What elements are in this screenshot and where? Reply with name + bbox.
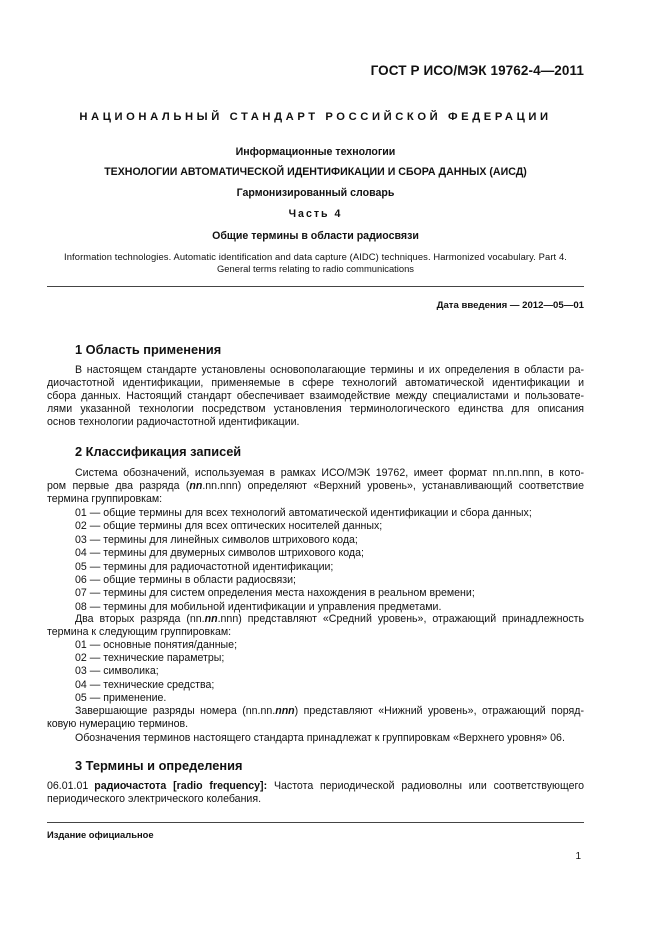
paragraph-line: лями указанной технологии посредством установления терминологического единства для описания [47, 403, 584, 415]
term-number: 06.01.01 [47, 780, 89, 792]
term-line [47, 780, 584, 793]
lower-level-intro [47, 705, 584, 731]
term-name: радиочастота [radio frequency]: [94, 780, 268, 792]
list-item: 04 — термины для двумерных символов штрихового кода; [75, 547, 364, 560]
text-fragment: Два вторых разряда (nn. [75, 613, 205, 625]
term-definition: Частота периодической радиоволны или соответствующего [273, 780, 585, 792]
paragraph-line: термина группировкам: [47, 493, 163, 505]
text-fragment: ) представляют «Нижний уровень», отражающий поряд- [294, 705, 584, 717]
list-item: 07 — термины для систем определения места нахождения в реальном времени; [75, 587, 475, 600]
list-item: 03 — символика; [75, 665, 159, 678]
list-item: 02 — общие термины для всех оптических носителей данных; [75, 520, 383, 533]
paragraph-line: сбора данных. Настоящий стандарт обеспечивает взаимодействие между специалистами и пользовате- [47, 390, 584, 402]
title-line-1: Информационные технологии [235, 146, 396, 158]
english-title-line-1: Information technologies. Automatic identification and data capture (AIDC) techniques. Harmonized vocabulary. Part 4. [64, 251, 567, 262]
title-part: Часть 4 [288, 208, 343, 220]
section-1-heading: 1 Область применения [75, 342, 222, 357]
section-2-heading: 2 Классификация записей [75, 444, 242, 459]
emphasis: nn [189, 480, 203, 492]
term-entry [47, 780, 584, 807]
footer-divider [47, 822, 584, 823]
list-item: 05 — применение. [75, 691, 167, 704]
paragraph-line: ковую нумерацию терминов. [47, 718, 189, 730]
section-1-paragraph [47, 364, 584, 429]
text-fragment: первые два разряда [72, 480, 180, 492]
section-2-intro [47, 467, 584, 506]
list-item: 01 — основные понятия/данные; [75, 639, 238, 651]
title-line-5: Общие термины в области радиосвязи [212, 230, 419, 242]
list-item: 02 — технические параметры; [75, 652, 225, 665]
title-line-3: Гармонизированный словарь [236, 187, 395, 199]
closing-paragraph: Обозначения терминов настоящего стандарта принадлежат к группировкам «Верхнего уровня» 06. [75, 732, 565, 744]
middle-level-list [75, 639, 237, 705]
title-line-2: ТЕХНОЛОГИИ АВТОМАТИЧЕСКОЙ ИДЕНТИФИКАЦИИ И СБОРА ДАННЫХ (АИСД) [104, 166, 527, 178]
paragraph-line: В настоящем стандарте установлены основополагающие термины и их определения в области ра- [75, 364, 584, 376]
term-definition-line: периодического электрического колебания. [47, 793, 262, 806]
edition-label: Издание официальное [47, 829, 154, 840]
middle-level-intro [47, 613, 584, 639]
document-code: ГОСТ Р ИСО/МЭК 19762-4—2011 [370, 63, 584, 78]
national-standard-banner: НАЦИОНАЛЬНЫЙ СТАНДАРТ РОССИЙСКОЙ ФЕДЕРАЦИИ [79, 111, 552, 123]
paragraph-line: основ технологии радиочастотной идентификации. [47, 416, 300, 428]
list-item: 04 — технические средства; [75, 678, 215, 691]
text-fragment: .nnn) представляют «Средний уровень», отражающий принадлежность [217, 613, 584, 625]
divider [47, 286, 584, 287]
page-number: 1 [575, 851, 581, 862]
list-item: 06 — общие термины в области радиосвязи; [75, 574, 296, 587]
text-fragment: Завершающие разряды номера (nn.nn. [75, 705, 276, 717]
paragraph-line: ром первые два разряда (nn.nn.nnn) определяют «Верхний уровень», устанавливающий соответствие [47, 480, 584, 492]
section-3-heading: 3 Термины и определения [75, 758, 243, 773]
paragraph-line: диочастотной идентификации, применяемые в сфере технологий автоматической идентификации и [47, 377, 584, 389]
list-item: 08 — термины для мобильной идентификации и управления предметами. [75, 600, 442, 613]
paragraph-line [47, 613, 584, 626]
paragraph-line: Система обозначений, используемая в рамках ИСО/МЭК 19762, имеет формат nn.nn.nnn, в кото- [75, 467, 584, 479]
emphasis: nn [204, 613, 218, 625]
upper-level-list [75, 507, 532, 614]
list-item: 03 — термины для линейных символов штрихового кода; [75, 533, 358, 546]
paragraph-line [47, 705, 584, 718]
introduction-date: Дата введения — 2012—05—01 [436, 300, 584, 311]
text-fragment: .nn.nnn) определяют «Верхний уровень», устанавливающий соответствие [202, 480, 584, 492]
paragraph-line: термина к следующим группировкам: [47, 626, 232, 638]
list-item: 05 — термины для радиочастотной идентификации; [75, 560, 334, 573]
english-title-line-2: General terms relating to radio communications [217, 263, 414, 274]
list-item: 01 — общие термины для всех технологий автоматической идентификации и сбора данных; [75, 507, 532, 519]
emphasis: nnn [275, 705, 295, 717]
